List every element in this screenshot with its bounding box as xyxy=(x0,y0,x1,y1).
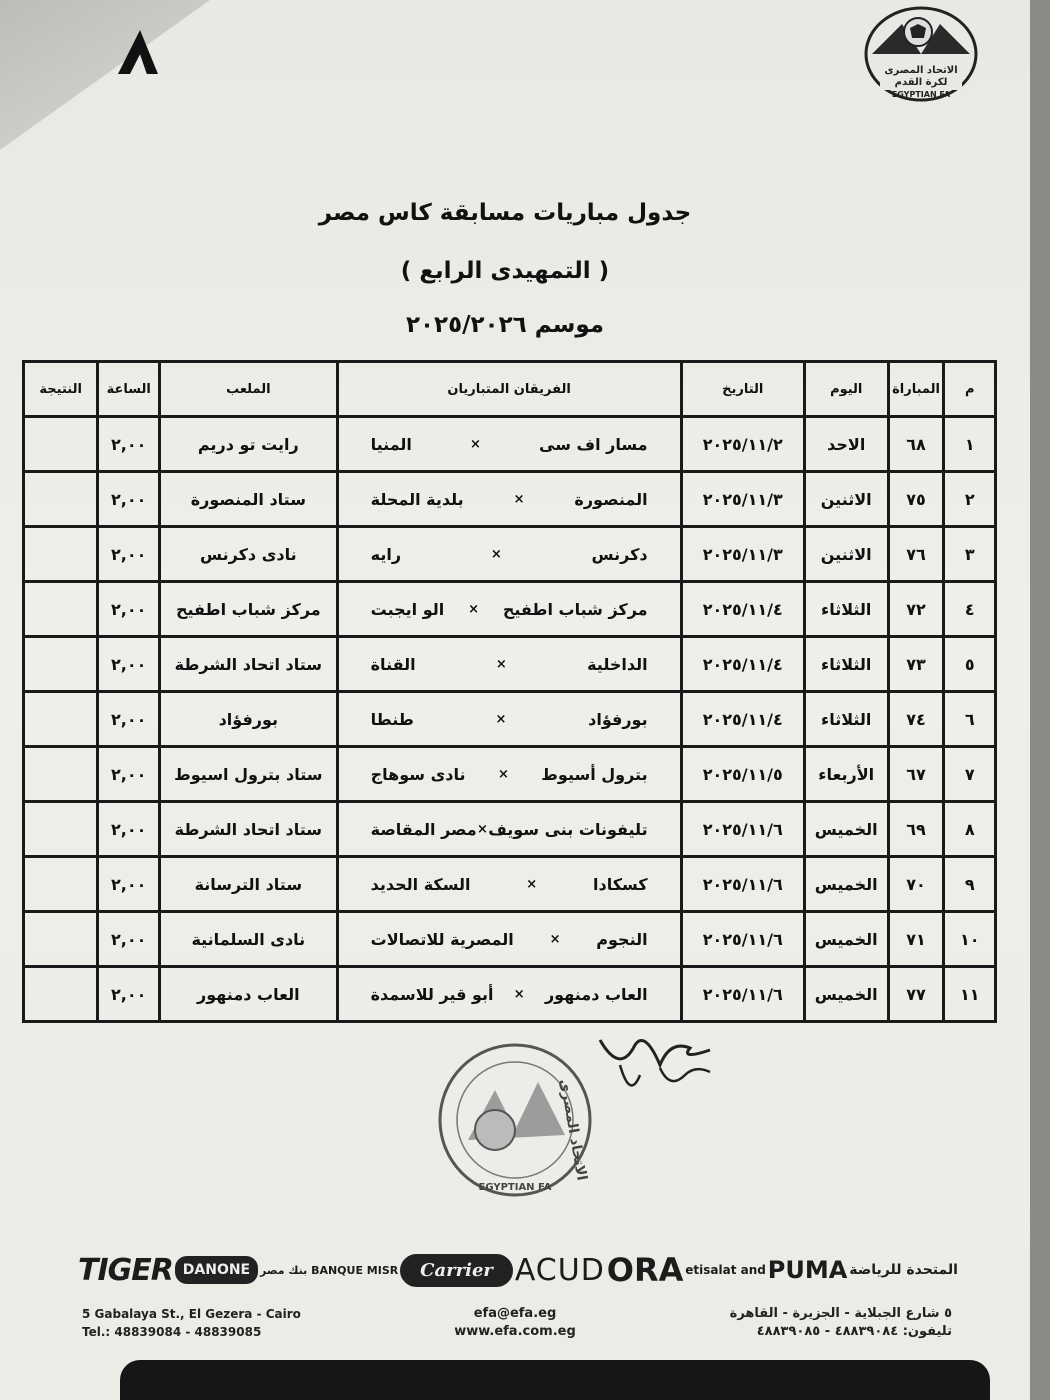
stadium: ستاد الترسانة xyxy=(160,857,338,912)
table-row xyxy=(24,582,996,637)
match-number: ٧١ xyxy=(888,912,944,967)
away-team: رايه xyxy=(370,544,402,564)
home-team: الداخلية xyxy=(587,654,648,674)
stadium: بورفؤاد xyxy=(160,692,338,747)
svg-text:EGYPTIAN FA: EGYPTIAN FA xyxy=(478,1182,552,1193)
efa-logo xyxy=(862,2,980,102)
home-team: المنصورة xyxy=(574,489,648,509)
stadium: مركز شباب اطفيح xyxy=(160,582,338,637)
match-date: ٢٠٢٥/١١/٤ xyxy=(681,637,804,692)
match-result xyxy=(24,967,98,1022)
match-number: ٧٣ xyxy=(888,637,944,692)
match-result xyxy=(24,527,98,582)
match-number: ٧٠ xyxy=(888,857,944,912)
sponsor-carrier: Carrier xyxy=(400,1254,513,1287)
kickoff-time: ٢,٠٠ xyxy=(98,417,160,472)
versus-symbol: × xyxy=(477,821,488,837)
match-teams xyxy=(337,967,681,1022)
table-header-row xyxy=(24,362,996,417)
match-result xyxy=(24,637,98,692)
home-team: العاب دمنهور xyxy=(544,984,648,1004)
match-number: ٧٢ xyxy=(888,582,944,637)
kickoff-time: ٢,٠٠ xyxy=(98,692,160,747)
stadium: نادى دكرنس xyxy=(160,527,338,582)
match-day: الثلاثاء xyxy=(804,582,888,637)
table-row xyxy=(24,637,996,692)
versus-symbol: × xyxy=(497,766,509,782)
match-date: ٢٠٢٥/١١/٦ xyxy=(681,912,804,967)
paper-fold xyxy=(0,0,210,150)
phone-en: Tel.: 48839084 - 48839085 xyxy=(82,1325,262,1339)
away-team: القناة xyxy=(370,654,416,674)
match-teams xyxy=(337,472,681,527)
match-day: الخميس xyxy=(804,802,888,857)
teams-wrapper xyxy=(343,985,676,1004)
svg-text:لكرة القدم: لكرة القدم xyxy=(894,77,948,88)
table-row xyxy=(24,692,996,747)
home-team: تليفونات بنى سويف xyxy=(488,819,648,839)
website-link[interactable]: www.efa.com.eg xyxy=(454,1324,576,1339)
match-date: ٢٠٢٥/١١/٣ xyxy=(681,472,804,527)
svg-text:EGYPTIAN FA: EGYPTIAN FA xyxy=(891,90,951,99)
match-number: ٧٧ xyxy=(888,967,944,1022)
row-number: ٧ xyxy=(944,747,996,802)
match-day: الخميس xyxy=(804,912,888,967)
match-date: ٢٠٢٥/١١/٦ xyxy=(681,857,804,912)
versus-symbol: × xyxy=(495,656,507,672)
match-teams xyxy=(337,417,681,472)
away-team: السكة الحديد xyxy=(370,874,471,894)
match-day: الثلاثاء xyxy=(804,637,888,692)
table-row xyxy=(24,857,996,912)
row-number: ٦ xyxy=(944,692,996,747)
row-number: ٣ xyxy=(944,527,996,582)
row-number: ٥ xyxy=(944,637,996,692)
match-result xyxy=(24,582,98,637)
versus-symbol: × xyxy=(468,601,479,617)
sponsor-acud: ACUD xyxy=(514,1252,605,1288)
document-title: جدول مباريات مسابقة كاس مصر xyxy=(318,200,692,226)
sponsor-danone: DANONE xyxy=(175,1256,258,1284)
header-match: المباراة xyxy=(888,362,944,417)
row-number: ٤ xyxy=(944,582,996,637)
stadium: نادى السلمانية xyxy=(160,912,338,967)
versus-symbol: × xyxy=(490,546,502,562)
match-day: الاثنين xyxy=(804,472,888,527)
match-result xyxy=(24,747,98,802)
header-time: الساعة xyxy=(98,362,160,417)
kickoff-time: ٢,٠٠ xyxy=(98,747,160,802)
match-day: الخميس xyxy=(804,857,888,912)
home-team: النجوم xyxy=(596,929,648,949)
kickoff-time: ٢,٠٠ xyxy=(98,472,160,527)
address-en: 5 Gabalaya St., El Gezera - Cairo xyxy=(82,1307,301,1321)
teams-wrapper xyxy=(343,490,676,509)
kickoff-time: ٢,٠٠ xyxy=(98,802,160,857)
match-number: ٦٩ xyxy=(888,802,944,857)
match-result xyxy=(24,417,98,472)
match-day: الاثنين xyxy=(804,527,888,582)
header-no: م xyxy=(944,362,996,417)
svg-text:الاتحاد المصرى: الاتحاد المصرى xyxy=(556,1077,590,1182)
season-title: موسم ٢٠٢٥/٢٠٢٦ xyxy=(405,312,605,338)
home-team: بورفؤاد xyxy=(588,709,648,729)
teams-wrapper xyxy=(343,820,676,839)
official-stamp xyxy=(420,1020,760,1210)
match-teams xyxy=(337,637,681,692)
match-number: ٧٥ xyxy=(888,472,944,527)
match-teams xyxy=(337,912,681,967)
footer-contact xyxy=(440,1305,590,1341)
match-teams xyxy=(337,747,681,802)
match-day: الثلاثاء xyxy=(804,692,888,747)
match-number: ٧٦ xyxy=(888,527,944,582)
stadium: رايت تو دريم xyxy=(160,417,338,472)
match-result xyxy=(24,912,98,967)
match-date: ٢٠٢٥/١١/٢ xyxy=(681,417,804,472)
match-result xyxy=(24,692,98,747)
match-day: الاحد xyxy=(804,417,888,472)
table-row xyxy=(24,967,996,1022)
row-number: ٢ xyxy=(944,472,996,527)
away-team: الو ايجبت xyxy=(370,599,445,619)
match-teams xyxy=(337,802,681,857)
match-result xyxy=(24,857,98,912)
match-date: ٢٠٢٥/١١/٥ xyxy=(681,747,804,802)
svg-text:الاتحاد المصرى: الاتحاد المصرى xyxy=(884,65,958,76)
table-row xyxy=(24,912,996,967)
stadium: ستاد اتحاد الشرطة xyxy=(160,637,338,692)
match-number: ٧٤ xyxy=(888,692,944,747)
sponsor-united-media: المتحدة للرياضة xyxy=(849,1262,958,1278)
header-date: التاريخ xyxy=(681,362,804,417)
kickoff-time: ٢,٠٠ xyxy=(98,637,160,692)
table-row xyxy=(24,417,996,472)
kickoff-time: ٢,٠٠ xyxy=(98,912,160,967)
match-date: ٢٠٢٥/١١/٣ xyxy=(681,527,804,582)
match-teams xyxy=(337,582,681,637)
match-day: الأربعاء xyxy=(804,747,888,802)
home-team: مركز شباب اطفيح xyxy=(502,599,648,619)
versus-symbol: × xyxy=(513,986,525,1002)
match-number: ٦٨ xyxy=(888,417,944,472)
away-team: أبو قير للاسمدة xyxy=(370,984,494,1004)
header-day: اليوم xyxy=(804,362,888,417)
match-number: ٦٧ xyxy=(888,747,944,802)
match-date: ٢٠٢٥/١١/٤ xyxy=(681,582,804,637)
header-teams: الفريقان المتباريان xyxy=(337,362,681,417)
away-team: طنطا xyxy=(370,709,414,729)
header-stadium: الملعب xyxy=(160,362,338,417)
match-date: ٢٠٢٥/١١/٦ xyxy=(681,802,804,857)
row-number: ٨ xyxy=(944,802,996,857)
teams-wrapper xyxy=(343,875,676,894)
phone-ar: تليفون: ٤٨٨٣٩٠٨٤ - ٤٨٨٣٩٠٨٥ xyxy=(756,1324,952,1339)
round-title: ( التمهيدى الرابع ) xyxy=(400,258,610,284)
home-team: بترول أسيوط xyxy=(541,764,648,784)
row-number: ١٠ xyxy=(944,912,996,967)
teams-wrapper xyxy=(343,655,676,674)
row-number: ١١ xyxy=(944,967,996,1022)
away-team: المصرية للاتصالات xyxy=(370,929,514,949)
sponsor-strip xyxy=(78,1240,958,1300)
home-team: دكرنس xyxy=(591,544,648,564)
match-result xyxy=(24,802,98,857)
match-date: ٢٠٢٥/١١/٦ xyxy=(681,967,804,1022)
kickoff-time: ٢,٠٠ xyxy=(98,582,160,637)
away-team: نادى سوهاج xyxy=(370,764,466,784)
match-teams xyxy=(337,692,681,747)
home-team: كسكادا xyxy=(593,874,648,894)
kickoff-time: ٢,٠٠ xyxy=(98,967,160,1022)
versus-symbol: × xyxy=(549,931,561,947)
match-result xyxy=(24,472,98,527)
kickoff-time: ٢,٠٠ xyxy=(98,857,160,912)
sponsor-etisalat: etisalat and xyxy=(685,1263,766,1277)
teams-wrapper xyxy=(343,545,676,564)
stadium: ستاد بترول اسيوط xyxy=(160,747,338,802)
stadium: العاب دمنهور xyxy=(160,967,338,1022)
sponsor-tiger: TIGER xyxy=(78,1252,173,1288)
stadium: ستاد المنصورة xyxy=(160,472,338,527)
row-number: ٩ xyxy=(944,857,996,912)
table-row xyxy=(24,747,996,802)
sponsor-puma: PUMA xyxy=(767,1256,848,1284)
match-teams xyxy=(337,857,681,912)
header-result: النتيجة xyxy=(24,362,98,417)
sponsor-ora: ORA xyxy=(606,1251,684,1289)
footer-bar xyxy=(120,1360,990,1400)
home-team: مسار اف سى xyxy=(539,434,648,454)
teams-wrapper xyxy=(343,435,676,454)
versus-symbol: × xyxy=(470,436,481,452)
versus-symbol: × xyxy=(513,491,525,507)
sponsor-banque-misr: بنك مصر BANQUE MISR xyxy=(260,1263,399,1277)
match-teams xyxy=(337,527,681,582)
away-team: بلدية المحلة xyxy=(370,489,464,509)
address-ar: ٥ شارع الجبلاية - الجزيرة - القاهرة xyxy=(729,1306,952,1321)
match-day: الخميس xyxy=(804,967,888,1022)
teams-wrapper xyxy=(343,710,676,729)
teams-wrapper xyxy=(343,765,676,784)
away-team: مصر المقاصة xyxy=(370,819,477,839)
email-link[interactable]: efa@efa.eg xyxy=(473,1306,557,1321)
away-team: المنيا xyxy=(370,434,412,454)
teams-wrapper xyxy=(343,600,676,619)
table-row xyxy=(24,802,996,857)
stadium: ستاد اتحاد الشرطة xyxy=(160,802,338,857)
teams-wrapper xyxy=(343,930,676,949)
kickoff-time: ٢,٠٠ xyxy=(98,527,160,582)
row-number: ١ xyxy=(944,417,996,472)
schedule-table xyxy=(22,360,997,1023)
table-row xyxy=(24,472,996,527)
footer-address-ar xyxy=(730,1305,952,1341)
match-date: ٢٠٢٥/١١/٤ xyxy=(681,692,804,747)
footer-address-en xyxy=(82,1305,301,1341)
versus-symbol: × xyxy=(526,876,538,892)
versus-symbol: × xyxy=(495,711,507,727)
table-row xyxy=(24,527,996,582)
